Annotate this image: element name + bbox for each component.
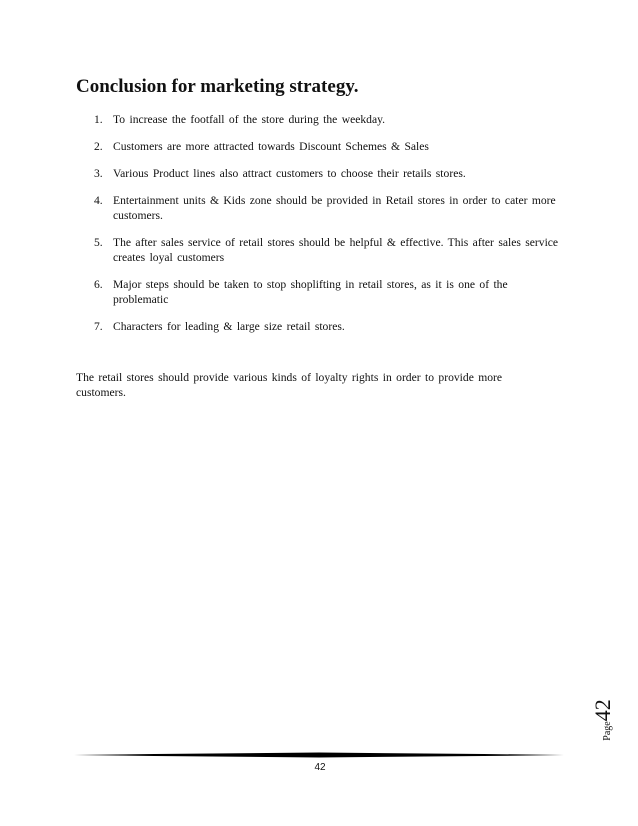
list-item <box>94 139 564 154</box>
list-item-number: 2. <box>94 140 103 153</box>
side-page-value: 42 <box>590 699 615 722</box>
list-item-text: To increase the footfall of the store during the weekday. <box>113 113 386 126</box>
list-item <box>94 166 564 181</box>
list-item-text: Major steps should be taken to stop shoplifting in retail stores, as it is one of the problematic <box>113 278 508 306</box>
list-item-number: 1. <box>94 113 103 126</box>
list-item <box>94 319 564 334</box>
section-heading: Conclusion for marketing strategy. <box>76 76 359 97</box>
list-item <box>94 193 564 223</box>
list-item-text: Characters for leading & large size retail stores. <box>113 320 345 333</box>
list-item-text: Customers are more attracted towards Discount Schemes & Sales <box>113 140 429 153</box>
side-page-label: Page <box>602 721 613 741</box>
side-page-number <box>590 690 616 750</box>
list-item <box>94 235 564 265</box>
list-item-text: Various Product lines also attract customers to choose their retails stores. <box>113 167 466 180</box>
list-item-number: 5. <box>94 236 103 249</box>
list-item-number: 4. <box>94 194 103 207</box>
list-item <box>94 112 564 127</box>
list-item <box>94 277 564 307</box>
list-item-text: The after sales service of retail stores should be helpful & effective. This after sales service creates loyal customers <box>113 236 559 264</box>
list-item-text: Entertainment units & Kids zone should be provided in Retail stores in order to cater more customers. <box>113 194 556 222</box>
list-item-number: 6. <box>94 278 103 291</box>
conclusion-list <box>94 112 564 334</box>
footer-divider <box>74 751 564 759</box>
closing-paragraph: The retail stores should provide various kinds of loyalty rights in order to provide more customers. <box>76 371 503 399</box>
list-item-number: 7. <box>94 320 103 333</box>
footer-page-number: 42 <box>314 762 326 773</box>
list-item-number: 3. <box>94 167 103 180</box>
